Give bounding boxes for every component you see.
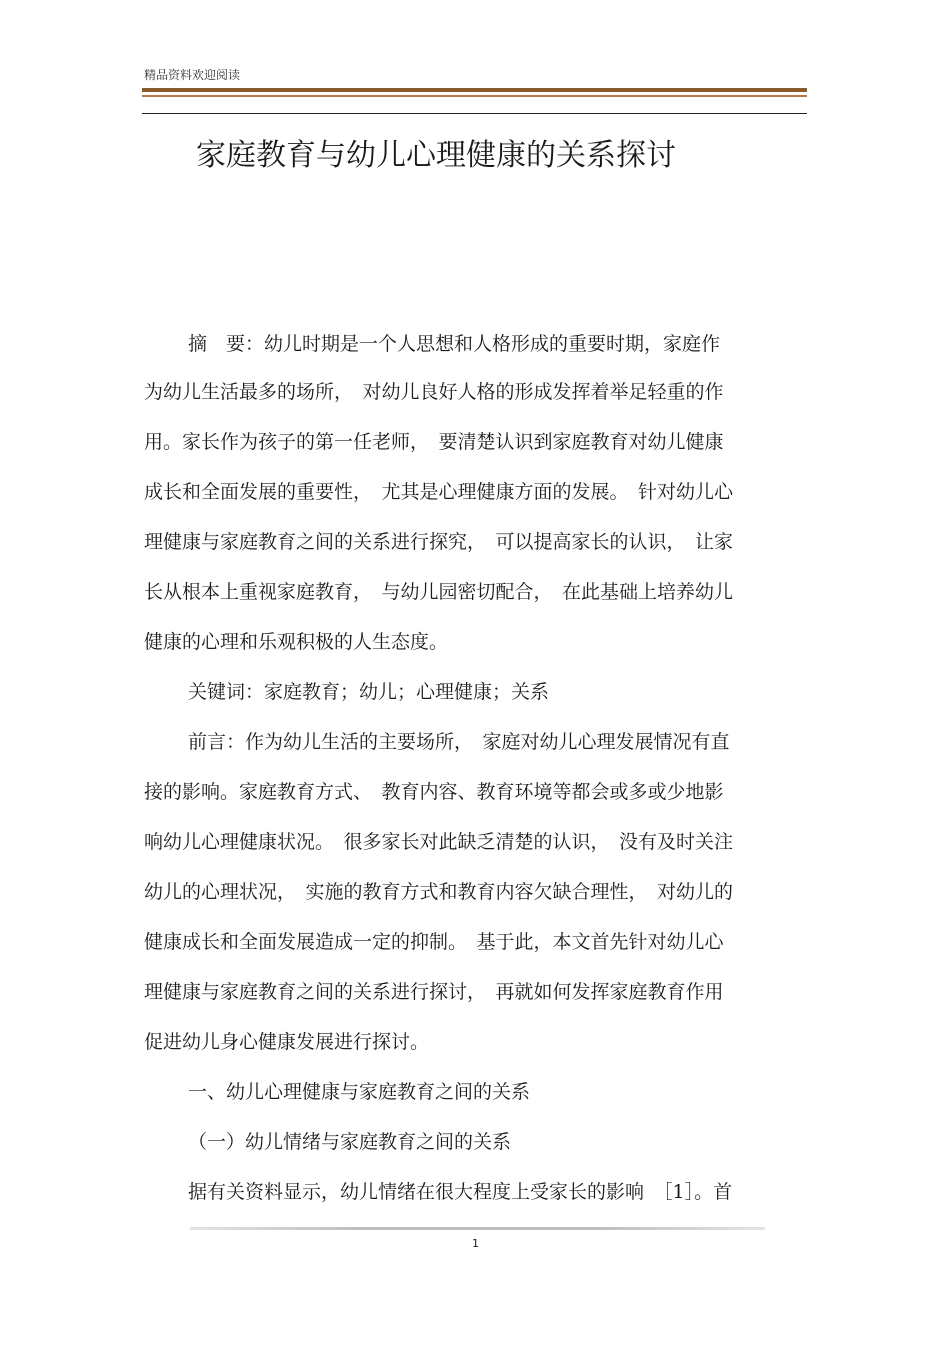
paragraph-line: 长从根本上重视家庭教育， 与幼儿园密切配合， 在此基础上培养幼儿 bbox=[144, 581, 734, 603]
paragraph-line: 理健康与家庭教育之间的关系进行探究， 可以提高家长的认识， 让家 bbox=[144, 531, 734, 553]
paragraph-line: 用。家长作为孩子的第一任老师， 要清楚认识到家庭教育对幼儿健康 bbox=[144, 431, 724, 453]
footer-rule bbox=[190, 1227, 765, 1230]
paragraph-line: 健康成长和全面发展造成一定的抑制。 基于此，本文首先针对幼儿心 bbox=[144, 931, 724, 953]
paragraph-line: 理健康与家庭教育之间的关系进行探讨， 再就如何发挥家庭教育作用 bbox=[144, 981, 724, 1003]
section-heading: 一、幼儿心理健康与家庭教育之间的关系 bbox=[188, 1081, 531, 1103]
paragraph-line: 前言：作为幼儿生活的主要场所， 家庭对幼儿心理发展情况有直 bbox=[188, 731, 730, 753]
page-number: 1 bbox=[472, 1237, 479, 1250]
paragraph-line: 响幼儿心理健康状况。 很多家长对此缺乏清楚的认识， 没有及时关注 bbox=[144, 831, 734, 853]
document-title: 家庭教育与幼儿心理健康的关系探讨 bbox=[196, 138, 676, 173]
header-rule-thin bbox=[142, 113, 807, 114]
header-rule-thick bbox=[142, 88, 807, 92]
header-rule-accent bbox=[142, 95, 807, 97]
paragraph-line: 接的影响。家庭教育方式、 教育内容、教育环境等都会或多或少地影 bbox=[144, 781, 724, 803]
running-header: 精品资料欢迎阅读 bbox=[144, 68, 241, 82]
paragraph-line: 促进幼儿身心健康发展进行探讨。 bbox=[144, 1031, 430, 1053]
paragraph-line: 健康的心理和乐观积极的人生态度。 bbox=[144, 631, 449, 653]
paragraph-line: 摘 要：幼儿时期是一个人思想和人格形成的重要时期，家庭作 bbox=[188, 333, 721, 355]
keywords-line: 关键词：家庭教育；幼儿；心理健康；关系 bbox=[188, 681, 550, 703]
paragraph-line: 据有关资料显示，幼儿情绪在很大程度上受家长的影响 ［1］。首 bbox=[188, 1181, 733, 1203]
paragraph-line: 幼儿的心理状况， 实施的教育方式和教育内容欠缺合理性， 对幼儿的 bbox=[144, 881, 734, 903]
subsection-heading: （一）幼儿情绪与家庭教育之间的关系 bbox=[188, 1131, 512, 1153]
paragraph-line: 成长和全面发展的重要性， 尤其是心理健康方面的发展。 针对幼儿心 bbox=[144, 481, 734, 503]
paragraph-line: 为幼儿生活最多的场所， 对幼儿良好人格的形成发挥着举足轻重的作 bbox=[144, 381, 724, 403]
